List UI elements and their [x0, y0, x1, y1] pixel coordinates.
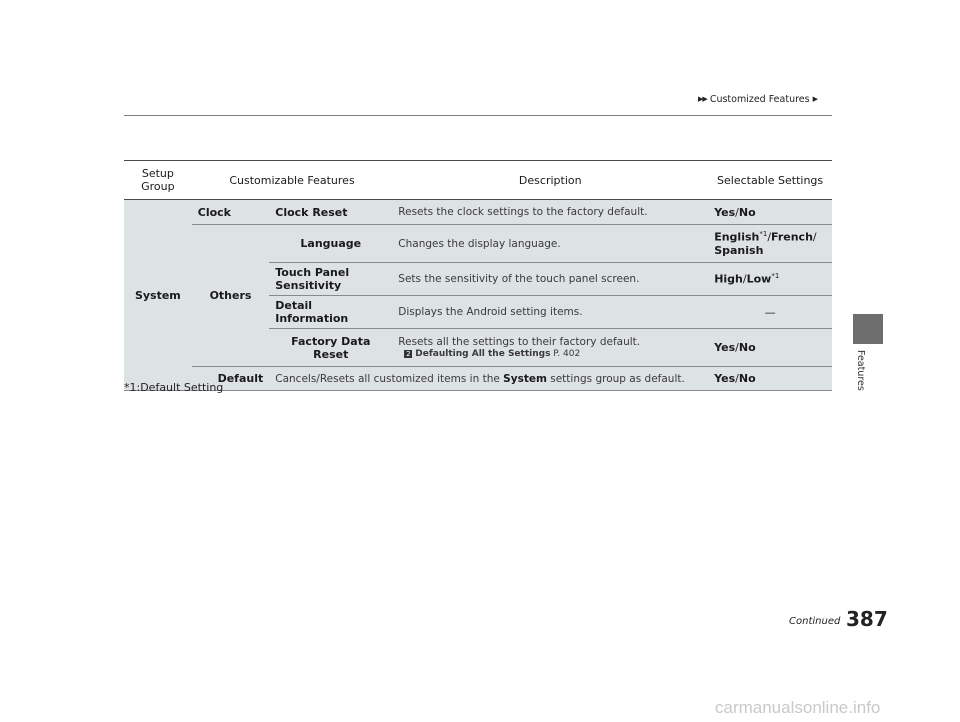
table-row	[124, 225, 832, 263]
description-text: Resets all the settings to their factory default.	[398, 336, 641, 348]
cross-reference[interactable]	[398, 349, 702, 359]
description-emphasis: System	[503, 372, 547, 385]
settings-default	[708, 367, 832, 391]
settings-clock-reset	[708, 200, 832, 225]
option-separator: /	[735, 372, 739, 385]
feature-factory-data-reset: Factory Data Reset	[269, 329, 392, 367]
option-yes: Yes	[714, 205, 736, 219]
option-low: Low	[746, 272, 772, 286]
feature-language: Language	[269, 225, 392, 263]
option-separator: /	[767, 230, 772, 244]
feature-detail-information: Detail Information	[269, 296, 392, 329]
subgroup-default: Default	[192, 367, 270, 391]
reference-page: P. 402	[553, 349, 581, 359]
settings-table	[124, 160, 832, 391]
option-no: No	[738, 205, 756, 219]
table-row	[124, 200, 832, 225]
feature-clock-reset: Clock Reset	[269, 200, 392, 225]
header-setup-group: Setup Group	[124, 161, 192, 200]
continued-label: Continued	[789, 616, 841, 627]
settings-language	[708, 225, 832, 263]
feature-touch-panel-sensitivity: Touch Panel Sensitivity	[269, 263, 392, 296]
option-yes: Yes	[714, 372, 736, 385]
description-detail-information: Displays the Android setting items.	[392, 296, 708, 329]
subgroup-clock: Clock	[192, 200, 270, 225]
page-number: 387	[846, 607, 888, 631]
settings-touch-panel-sensitivity	[708, 263, 832, 296]
description-text: settings group as default.	[546, 372, 685, 385]
breadcrumb-tail-icon: ▶	[812, 95, 817, 103]
table-row	[124, 367, 832, 391]
breadcrumb	[698, 94, 817, 105]
reference-title: Defaulting All the Settings	[415, 349, 551, 359]
watermark: carmanualsonline.info	[715, 698, 881, 717]
option-separator: /	[742, 272, 747, 286]
default-footnote-mark: *1	[759, 230, 768, 239]
description-touch-panel-sensitivity: Sets the sensitivity of the touch panel screen.	[392, 263, 708, 296]
option-yes: Yes	[714, 341, 736, 354]
section-tab-marker	[853, 314, 883, 344]
header-selectable-settings: Selectable Settings	[708, 161, 832, 200]
reference-arrow-icon: 2	[406, 350, 411, 358]
settings-factory-data-reset	[708, 329, 832, 367]
section-tab-label: Features	[855, 350, 866, 391]
option-separator: /	[735, 205, 739, 219]
description-default	[269, 367, 708, 391]
option-french: French	[771, 230, 813, 244]
description-factory-data-reset	[392, 329, 708, 367]
header-description: Description	[392, 161, 708, 200]
subgroup-others: Others	[192, 225, 270, 367]
group-system: System	[124, 200, 192, 391]
option-no: No	[738, 341, 756, 354]
description-text: Cancels/Resets all customized items in the	[275, 372, 504, 385]
option-separator: /	[812, 230, 817, 244]
header-customizable-features: Customizable Features	[192, 161, 393, 200]
default-footnote-mark: *1	[771, 272, 780, 281]
header-rule	[124, 115, 832, 116]
option-high: High	[714, 272, 743, 286]
description-clock-reset: Resets the clock settings to the factory default.	[392, 200, 708, 225]
breadcrumb-label: Customized Features	[709, 94, 810, 105]
settings-detail-information: —	[708, 296, 832, 329]
option-spanish: Spanish	[714, 243, 764, 257]
option-english: English	[714, 230, 760, 244]
table-header-row	[124, 161, 832, 200]
footnote: *1:Default Setting	[124, 381, 224, 394]
option-no: No	[738, 372, 756, 385]
breadcrumb-arrows-icon: ▶▶	[698, 95, 707, 103]
option-separator: /	[735, 341, 739, 354]
description-language: Changes the display language.	[392, 225, 708, 263]
